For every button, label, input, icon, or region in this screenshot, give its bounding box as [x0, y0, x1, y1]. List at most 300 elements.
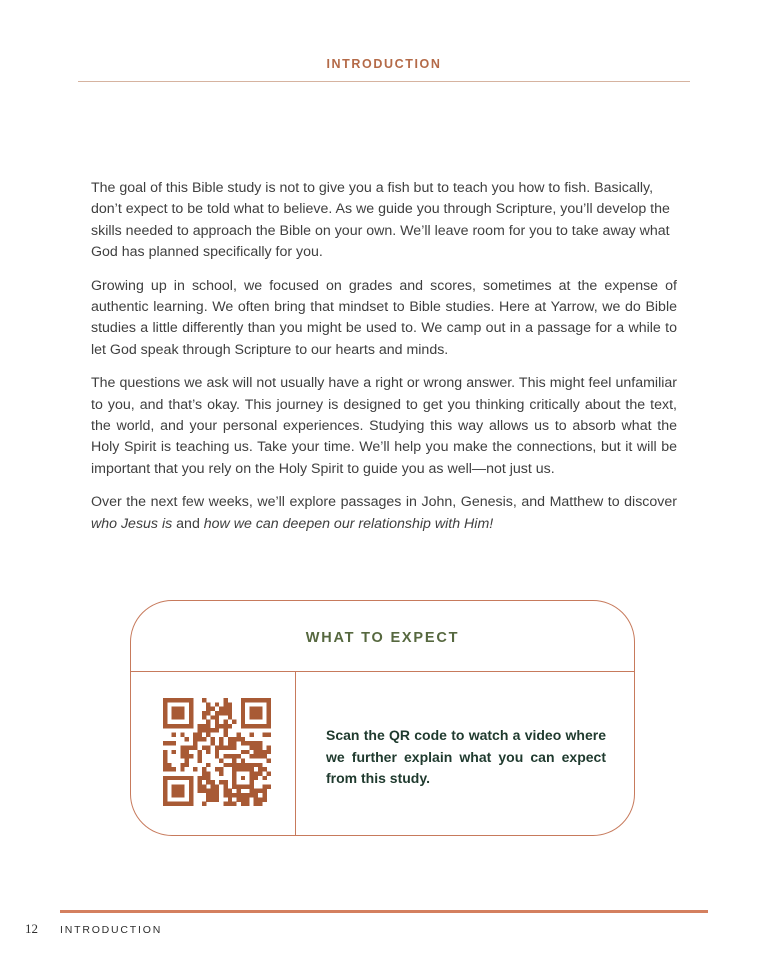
qr-module	[215, 793, 219, 797]
qr-module	[241, 724, 245, 728]
running-header: INTRODUCTION	[326, 57, 442, 71]
qr-module	[254, 763, 258, 767]
paragraph-1: The goal of this Bible study is not to give you a fish but to teach you how to fish. Basically, don’t expect to be told what to believe. As we guide you through Scripture, you’ll develop the skills needed to approach the Bible on your own. We’ll leave room for you to take away what God has planned specifically for you.	[91, 180, 670, 260]
qr-module	[223, 784, 227, 788]
qr-module	[267, 724, 271, 728]
qr-module	[193, 737, 197, 741]
qr-module	[249, 763, 253, 767]
qr-module	[211, 737, 215, 741]
paragraph-4-intro: Over the next few weeks, we’ll explore passages in John, Genesis, and Matthew to discover	[91, 494, 677, 511]
qr-module	[202, 715, 206, 719]
qr-code-icon[interactable]	[163, 698, 271, 806]
qr-module	[172, 789, 176, 793]
qr-module	[211, 741, 215, 745]
page-number: 12	[25, 921, 38, 936]
qr-module	[258, 797, 262, 801]
qr-module	[189, 797, 193, 801]
qr-module	[262, 776, 266, 780]
qr-module	[228, 724, 232, 728]
qr-module	[167, 767, 171, 771]
qr-module	[176, 724, 180, 728]
qr-module	[215, 728, 219, 732]
qr-module	[189, 724, 193, 728]
qr-module	[232, 771, 236, 775]
qr-module	[206, 733, 210, 737]
qr-module	[206, 750, 210, 754]
qr-module	[215, 746, 219, 750]
qr-module	[172, 741, 176, 745]
qr-module	[245, 741, 249, 745]
qr-module	[206, 793, 210, 797]
qr-module	[241, 802, 245, 806]
qr-module	[223, 793, 227, 797]
qr-module	[163, 802, 167, 806]
qr-module	[258, 707, 262, 711]
qr-module	[232, 737, 236, 741]
qr-module	[236, 763, 240, 767]
qr-module	[254, 771, 258, 775]
qr-module	[185, 737, 189, 741]
qr-module	[180, 746, 184, 750]
qr-module	[180, 793, 184, 797]
qr-module	[167, 698, 171, 702]
qr-module	[223, 733, 227, 737]
qr-module	[223, 746, 227, 750]
qr-module	[163, 776, 167, 780]
qr-module	[241, 741, 245, 745]
qr-module	[172, 750, 176, 754]
qr-module	[258, 698, 262, 702]
qr-module	[258, 724, 262, 728]
qr-module	[172, 802, 176, 806]
qr-module	[223, 728, 227, 732]
qr-module	[198, 758, 202, 762]
qr-module	[180, 733, 184, 737]
qr-module	[236, 767, 240, 771]
qr-module	[163, 711, 167, 715]
qr-module	[241, 715, 245, 719]
qr-module	[202, 746, 206, 750]
qr-module	[228, 789, 232, 793]
qr-module	[241, 784, 245, 788]
qr-module	[215, 715, 219, 719]
qr-module	[245, 750, 249, 754]
qr-module	[267, 707, 271, 711]
qr-module	[163, 793, 167, 797]
qr-module	[176, 715, 180, 719]
qr-module	[262, 754, 266, 758]
qr-module	[228, 746, 232, 750]
qr-module	[185, 802, 189, 806]
qr-module	[267, 750, 271, 754]
qr-module	[202, 802, 206, 806]
qr-module	[262, 797, 266, 801]
qr-module	[228, 797, 232, 801]
qr-module	[219, 724, 223, 728]
qr-module	[176, 784, 180, 788]
qr-module	[241, 758, 245, 762]
qr-module	[232, 720, 236, 724]
qr-module	[189, 715, 193, 719]
qr-module	[258, 767, 262, 771]
qr-module	[163, 763, 167, 767]
qr-module	[223, 711, 227, 715]
qr-module	[254, 754, 258, 758]
qr-module	[172, 711, 176, 715]
qr-module	[232, 767, 236, 771]
qr-module	[189, 707, 193, 711]
qr-module	[163, 707, 167, 711]
qr-module	[267, 771, 271, 775]
body-text	[91, 178, 677, 547]
qr-module	[185, 776, 189, 780]
qr-module	[254, 711, 258, 715]
qr-module	[185, 758, 189, 762]
qr-module	[189, 802, 193, 806]
qr-module	[185, 754, 189, 758]
qr-module	[198, 776, 202, 780]
qr-module	[198, 733, 202, 737]
qr-module	[236, 784, 240, 788]
qr-module	[262, 724, 266, 728]
qr-module	[228, 763, 232, 767]
qr-module	[232, 741, 236, 745]
qr-module	[245, 724, 249, 728]
qr-module	[249, 715, 253, 719]
paragraph-3: The questions we ask will not usually have a right or wrong answer. This might feel unfamiliar to you, and that’s okay. This journey is designed to get you thinking critically about the text, the world, and your personal experiences. Studying this way allows us to absorb what the Holy Spirit is teaching us. Take your time. We’ll help you make the connections, but it will be important that you rely on the Holy Spirit to guide you as well—not just us.	[91, 375, 677, 477]
qr-module	[267, 715, 271, 719]
paragraph-4-mid: and	[172, 515, 204, 532]
qr-module	[189, 754, 193, 758]
qr-module	[202, 784, 206, 788]
qr-module	[193, 733, 197, 737]
qr-module	[172, 733, 176, 737]
qr-module	[262, 698, 266, 702]
qr-module	[180, 750, 184, 754]
qr-module	[211, 707, 215, 711]
qr-module	[245, 793, 249, 797]
qr-module	[198, 750, 202, 754]
qr-module	[249, 707, 253, 711]
qr-module	[254, 793, 258, 797]
qr-module	[258, 741, 262, 745]
qr-module	[254, 789, 258, 793]
qr-module	[172, 767, 176, 771]
qr-module	[232, 754, 236, 758]
what-to-expect-box	[130, 600, 635, 836]
qr-module	[202, 776, 206, 780]
qr-module	[245, 698, 249, 702]
qr-module	[232, 780, 236, 784]
qr-module	[215, 797, 219, 801]
qr-module	[219, 711, 223, 715]
qr-module	[202, 771, 206, 775]
qr-module	[241, 698, 245, 702]
what-to-expect-title: WHAT TO EXPECT	[305, 630, 460, 646]
qr-module	[249, 789, 253, 793]
qr-module	[228, 707, 232, 711]
qr-module	[241, 776, 245, 780]
qr-module	[185, 763, 189, 767]
qr-module	[167, 741, 171, 745]
qr-module	[249, 784, 253, 788]
footer-section-label: INTRODUCTION	[60, 924, 163, 936]
qr-module	[245, 763, 249, 767]
qr-module	[189, 776, 193, 780]
qr-module	[223, 702, 227, 706]
qr-module	[211, 793, 215, 797]
qr-module	[249, 698, 253, 702]
qr-module	[215, 750, 219, 754]
qr-module	[163, 702, 167, 706]
qr-module	[211, 780, 215, 784]
qr-module	[241, 720, 245, 724]
qr-module	[258, 715, 262, 719]
qr-module	[249, 711, 253, 715]
qr-module	[249, 793, 253, 797]
qr-module	[262, 793, 266, 797]
qr-module	[254, 746, 258, 750]
qr-module	[267, 746, 271, 750]
qr-module	[223, 698, 227, 702]
qr-module	[163, 754, 167, 758]
qr-module	[193, 741, 197, 745]
qr-module	[228, 737, 232, 741]
qr-module	[258, 789, 262, 793]
qr-module	[219, 741, 223, 745]
qr-module	[245, 767, 249, 771]
emphasis-relationship: how we can deepen our relationship with Him!	[203, 515, 494, 532]
qr-module	[167, 724, 171, 728]
qr-module	[215, 711, 219, 715]
qr-module	[206, 797, 210, 801]
qr-module	[211, 784, 215, 788]
qr-module	[206, 724, 210, 728]
qr-module	[232, 784, 236, 788]
qr-module	[267, 711, 271, 715]
qr-module	[163, 741, 167, 745]
qr-module	[180, 698, 184, 702]
qr-module	[211, 715, 215, 719]
qr-module	[202, 767, 206, 771]
qr-module	[163, 797, 167, 801]
qr-module	[219, 767, 223, 771]
qr-module	[267, 702, 271, 706]
qr-module	[189, 793, 193, 797]
qr-module	[198, 728, 202, 732]
qr-module	[241, 767, 245, 771]
qr-module	[228, 715, 232, 719]
qr-module	[241, 702, 245, 706]
qr-module	[241, 750, 245, 754]
qr-module	[249, 724, 253, 728]
qr-module	[206, 771, 210, 775]
qr-module	[215, 789, 219, 793]
qr-module	[254, 707, 258, 711]
qr-module	[228, 702, 232, 706]
qr-module	[267, 758, 271, 762]
qr-module	[176, 789, 180, 793]
qr-module	[206, 763, 210, 767]
qr-module	[163, 715, 167, 719]
qr-module	[198, 724, 202, 728]
qr-module	[249, 771, 253, 775]
qr-module	[180, 789, 184, 793]
qr-module	[211, 728, 215, 732]
qr-module	[215, 784, 219, 788]
qr-module	[215, 724, 219, 728]
qr-module	[228, 741, 232, 745]
qr-module	[223, 754, 227, 758]
qr-module	[180, 784, 184, 788]
qr-module	[219, 780, 223, 784]
qr-module	[254, 776, 258, 780]
qr-module	[180, 707, 184, 711]
qr-module	[219, 771, 223, 775]
qr-module	[219, 758, 223, 762]
qr-module	[223, 802, 227, 806]
qr-module	[189, 784, 193, 788]
qr-module	[206, 720, 210, 724]
qr-module	[189, 789, 193, 793]
box-divider-vertical	[295, 671, 296, 835]
qr-module	[223, 707, 227, 711]
qr-module	[258, 711, 262, 715]
qr-module	[258, 763, 262, 767]
qr-module	[254, 750, 258, 754]
qr-module	[167, 802, 171, 806]
qr-module	[176, 707, 180, 711]
qr-module	[198, 754, 202, 758]
qr-module	[172, 724, 176, 728]
qr-module	[163, 698, 167, 702]
header-divider	[78, 81, 690, 82]
emphasis-who-jesus-is: who Jesus is	[91, 515, 173, 532]
qr-module	[254, 724, 258, 728]
qr-module	[176, 802, 180, 806]
qr-module	[185, 698, 189, 702]
qr-module	[219, 746, 223, 750]
qr-module	[249, 733, 253, 737]
qr-module	[180, 715, 184, 719]
qr-module	[228, 754, 232, 758]
qr-module	[167, 763, 171, 767]
qr-module	[206, 702, 210, 706]
qr-module	[254, 741, 258, 745]
qr-module	[198, 780, 202, 784]
qr-module	[163, 724, 167, 728]
qr-module	[254, 698, 258, 702]
qr-module	[172, 784, 176, 788]
qr-module	[254, 715, 258, 719]
qr-module	[185, 750, 189, 754]
qr-module	[236, 737, 240, 741]
qr-module	[236, 797, 240, 801]
qr-module	[249, 780, 253, 784]
qr-module	[262, 784, 266, 788]
qr-module	[241, 797, 245, 801]
qr-module	[228, 711, 232, 715]
qr-module	[267, 720, 271, 724]
footer-divider	[60, 910, 708, 913]
qr-module	[249, 767, 253, 771]
qr-module	[262, 733, 266, 737]
qr-module	[236, 754, 240, 758]
qr-module	[185, 724, 189, 728]
qr-module	[267, 698, 271, 702]
qr-module	[163, 767, 167, 771]
qr-module	[254, 802, 258, 806]
paragraph-2: Growing up in school, we focused on grades and scores, sometimes at the expense of authentic learning. We often bring that mindset to Bible studies. Here at Yarrow, we do Bible studies a little differently than you might be used to. We camp out in a passage for a while to let God speak through Scripture to our hearts and minds.	[91, 277, 677, 358]
qr-module	[189, 698, 193, 702]
qr-module	[262, 750, 266, 754]
qr-module	[223, 780, 227, 784]
qr-module	[189, 711, 193, 715]
qr-module	[176, 776, 180, 780]
qr-module	[223, 720, 227, 724]
paragraph-4	[91, 492, 677, 535]
qr-module	[163, 780, 167, 784]
qr-module	[241, 711, 245, 715]
qr-module	[163, 789, 167, 793]
qr-module	[267, 784, 271, 788]
qr-module	[202, 737, 206, 741]
qr-module	[189, 702, 193, 706]
qr-module	[232, 746, 236, 750]
qr-module	[176, 711, 180, 715]
qr-module	[163, 750, 167, 754]
qr-module	[245, 797, 249, 801]
qr-module	[249, 776, 253, 780]
qr-module	[172, 715, 176, 719]
qr-module	[245, 802, 249, 806]
qr-module	[193, 767, 197, 771]
qr-module	[185, 746, 189, 750]
qr-module	[172, 776, 176, 780]
qr-module	[206, 746, 210, 750]
qr-module	[215, 767, 219, 771]
qr-module	[180, 776, 184, 780]
box-divider-horizontal	[131, 671, 634, 672]
qr-module	[163, 784, 167, 788]
qr-module	[176, 793, 180, 797]
qr-module	[228, 793, 232, 797]
qr-module	[232, 793, 236, 797]
qr-module	[258, 802, 262, 806]
qr-module	[258, 771, 262, 775]
qr-module	[236, 733, 240, 737]
qr-module	[249, 741, 253, 745]
qr-module	[223, 789, 227, 793]
qr-module	[206, 789, 210, 793]
qr-module	[206, 776, 210, 780]
qr-module	[236, 793, 240, 797]
qr-module	[219, 707, 223, 711]
qr-module	[241, 737, 245, 741]
qr-module	[180, 763, 184, 767]
qr-module	[267, 733, 271, 737]
qr-module	[215, 702, 219, 706]
qr-module	[223, 724, 227, 728]
qr-module	[211, 789, 215, 793]
qr-module	[167, 776, 171, 780]
qr-module	[262, 767, 266, 771]
qr-module	[202, 728, 206, 732]
qr-module	[215, 754, 219, 758]
qr-module	[258, 750, 262, 754]
qr-module	[249, 754, 253, 758]
qr-module	[241, 707, 245, 711]
